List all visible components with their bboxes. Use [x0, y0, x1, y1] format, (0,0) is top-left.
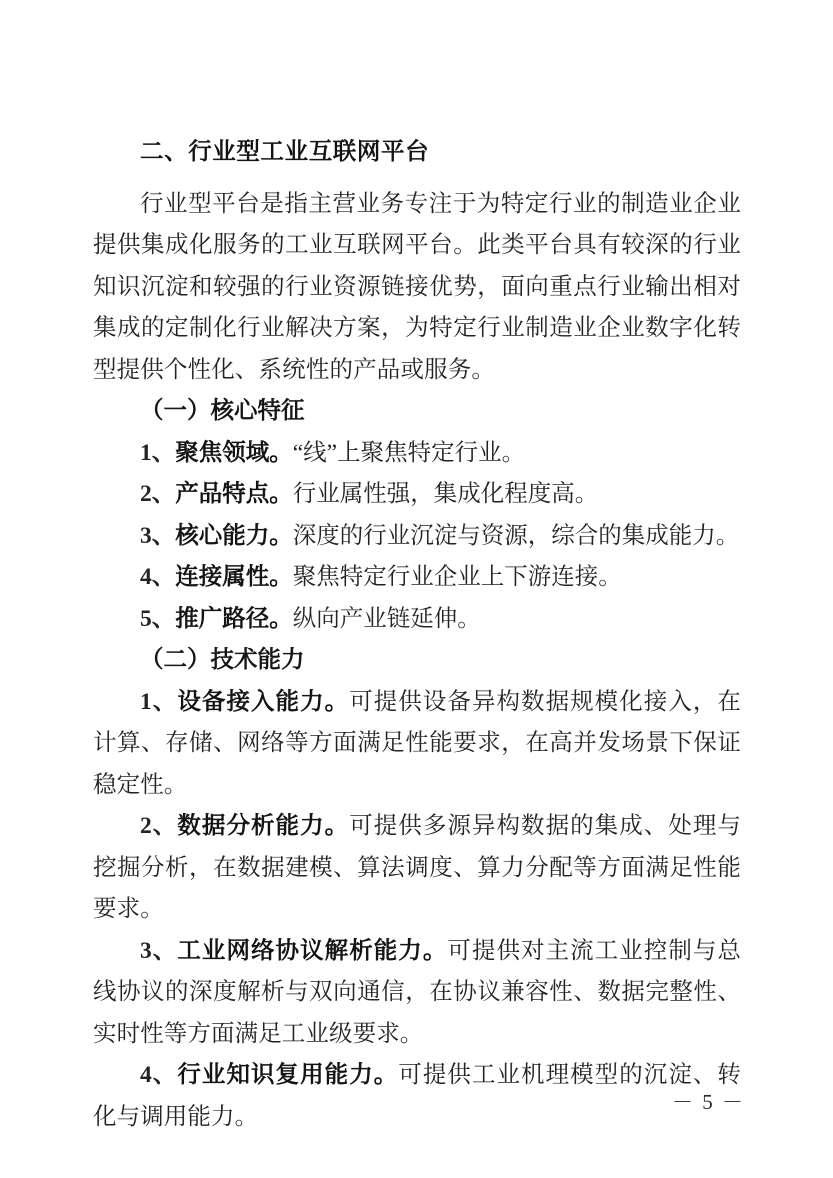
list-item-text: 可提供工业机理模型的沉淀、转化与调用能力。 — [93, 1062, 742, 1130]
list-item-text: 行业属性强，集成化程度高。 — [292, 481, 599, 507]
list-item-lead: 设备接入能力。 — [177, 688, 350, 715]
list-item-number: 1、 — [140, 439, 176, 466]
list-item — [93, 931, 741, 1056]
document-body-column — [93, 140, 741, 1138]
list-item-number: 4、 — [140, 564, 176, 590]
list-item-text: “线”上聚焦特定行业。 — [292, 439, 526, 466]
list-item-lead: 行业知识复用能力。 — [177, 1062, 399, 1088]
list-item-lead: 聚焦领域。 — [175, 439, 293, 466]
list-item-text: 可提供设备异构数据规模化接入，在计算、存储、网络等方面满足性能要求，在高并发场景下保证稳定性。 — [93, 688, 742, 798]
list-item — [93, 557, 741, 599]
list-item — [93, 806, 741, 931]
list-item — [93, 433, 741, 475]
list-item-lead: 核心能力。 — [175, 522, 293, 549]
page-number-footer: － 5 － — [672, 1090, 745, 1114]
list-item-lead: 数据分析能力。 — [177, 813, 350, 839]
list-item-number: 2、 — [140, 813, 178, 839]
list-item — [93, 682, 741, 807]
list-item — [93, 599, 741, 641]
list-item-text: 可提供多源异构数据的集成、处理与挖掘分析，在数据建模、算法调度、算力分配等方面满足性能要求。 — [93, 813, 742, 922]
list-item-number: 1、 — [140, 688, 178, 715]
list-item-text: 聚焦特定行业企业上下游连接。 — [292, 564, 622, 590]
intro-paragraph: 行业型平台是指主营业务专注于为特定行业的制造业企业提供集成化服务的工业互联网平台。此类平台具有较深的行业知识沉淀和较强的行业资源链接优势，面向重点行业输出相对集成的定制化行业解决方案，为特定行业制造业企业数字化转型提供个性化、系统性的产品或服务。 — [93, 190, 741, 383]
section-heading-technical-capability: （二）技术能力 — [140, 647, 305, 673]
list-item-text: 纵向产业链延伸。 — [292, 605, 481, 632]
list-item-number: 2、 — [140, 481, 176, 507]
list-item-number: 4、 — [140, 1062, 178, 1088]
list-item — [93, 516, 741, 558]
list-item — [93, 474, 741, 516]
list-item-text: 可提供对主流工业控制与总线协议的深度解析与双向通信，在协议兼容性、数据完整性、实时性等方面满足工业级要求。 — [93, 937, 742, 1047]
list-item-lead: 工业网络协议解析能力。 — [177, 937, 448, 964]
list-item-lead: 推广路径。 — [175, 605, 293, 632]
list-item-number: 3、 — [140, 937, 178, 964]
list-item-lead: 产品特点。 — [175, 481, 293, 507]
list-item-text: 深度的行业沉淀与资源，综合的集成能力。 — [292, 522, 740, 549]
section-heading-core-features: （一）核心特征 — [140, 398, 305, 424]
list-item-lead: 连接属性。 — [175, 564, 293, 590]
list-item-number: 5、 — [140, 605, 176, 632]
list-item-number: 3、 — [140, 522, 176, 549]
page-title: 二、行业型工业互联网平台 — [140, 138, 430, 164]
